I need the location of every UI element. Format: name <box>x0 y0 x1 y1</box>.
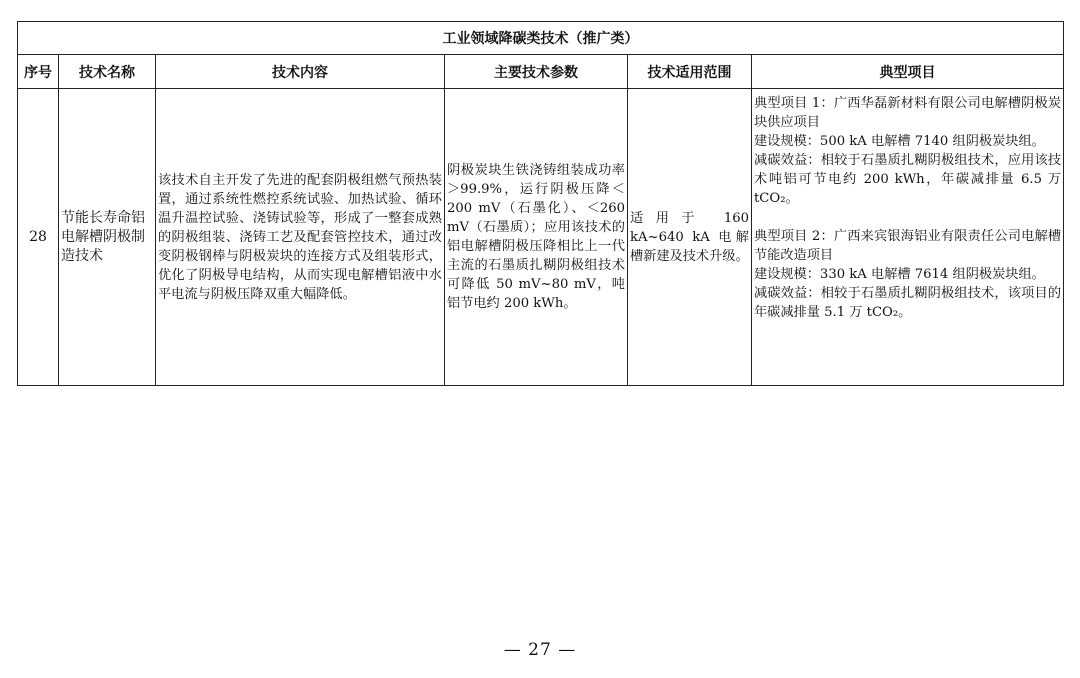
table-title: 工业领域降碳类技术（推广类） <box>18 22 1064 55</box>
row-tech-params: 阴极炭块生铁浇铸组装成功率＞99.9%，运行阴极压降＜200 mV（石墨化）、＜260 mV（石墨质）；应用该技术的铝电解槽阴极压降相比上一代主流的石墨质扎糊阴极组技术可降低 50 mV~80 mV，吨铝节电约 200 kWh。 <box>445 89 628 386</box>
header-no: 序号 <box>18 55 59 89</box>
row-scope: 适用于 160 kA~640 kA 电解槽新建及技术升级。 <box>628 89 752 386</box>
row-number: 28 <box>18 89 59 386</box>
header-projects: 典型项目 <box>752 55 1064 89</box>
header-tech-params: 主要技术参数 <box>445 55 628 89</box>
project-1-benefit: 减碳效益：相较于石墨质扎糊阴极组技术，应用该技术吨铝可节电约 200 kWh，年碳减排量 6.5 万 tCO₂。 <box>754 153 1062 206</box>
tech-table <box>17 21 1064 386</box>
header-scope: 技术适用范围 <box>628 55 752 89</box>
header-tech-name: 技术名称 <box>59 55 156 89</box>
project-2-title: 典型项目 2：广西来宾银海铝业有限责任公司电解槽节能改造项目 <box>754 229 1062 263</box>
project-1 <box>754 94 1061 208</box>
page-number: — 27 — <box>503 640 577 660</box>
table-row <box>18 89 1064 386</box>
row-projects <box>752 89 1064 386</box>
project-2 <box>754 227 1061 322</box>
project-1-scale: 建设规模：500 kA 电解槽 7140 组阴极炭块组。 <box>754 134 1045 149</box>
header-tech-content: 技术内容 <box>156 55 445 89</box>
row-tech-name: 节能长寿命铝电解槽阴极制造技术 <box>59 89 156 386</box>
project-1-title: 典型项目 1：广西华磊新材料有限公司电解槽阴极炭块供应项目 <box>754 96 1062 130</box>
project-2-benefit: 减碳效益：相较于石墨质扎糊阴极组技术，该项目的年碳减排量 5.1 万 tCO₂。 <box>754 286 1062 320</box>
project-2-scale: 建设规模：330 kA 电解槽 7614 组阴极炭块组。 <box>754 267 1045 282</box>
row-tech-content: 该技术自主开发了先进的配套阴极组燃气预热装置，通过系统性燃控系统试验、加热试验、循环温升温控试验、浇铸试验等，形成了一整套成熟的阴极组装、浇铸工艺及配套管控技术，通过改变阴极钢棒与阴极炭块的连接方式及组装形式，优化了阴极导电结构，从而实现电解槽铝液中水平电流与阴极压降双重大幅降低。 <box>156 89 445 386</box>
